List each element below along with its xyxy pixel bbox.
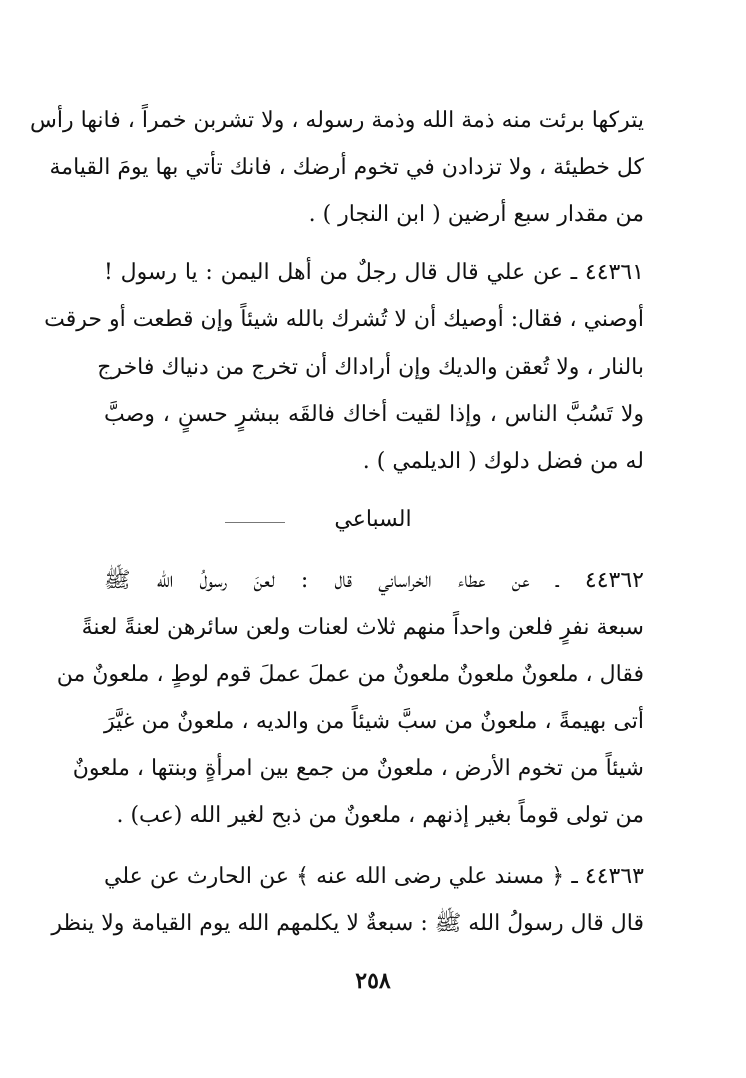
text-line: ٤٤٣٦٢ ـ عن عطاء الخراساني قال : لعنَ رسولُ الله ﷺ <box>104 568 644 593</box>
text-line: من تولى قوماً بغير إذنهم ، ملعونٌ من ذبح لغير الله (عب) . <box>116 803 644 828</box>
text-line: ٤٤٣٦١ ـ عن علي قال قال رجلٌ من أهل اليمن : يا رسول ! <box>104 260 644 285</box>
text-line: قال قال رسولُ الله ﷺ : سبعةٌ لا يكلمهم الله يوم القيامة ولا ينظر <box>51 911 644 936</box>
section-heading: السباعي <box>334 507 412 532</box>
text-line: كل خطيئة ، ولا تزدادن في تخوم أرضك ، فانك تأتي بها يومَ القيامة <box>49 155 644 180</box>
heading-divider <box>225 522 285 523</box>
text-line: بالنار ، ولا تُعقن والديك وإن أراداك أن تخرج من دنياك فاخرج <box>97 355 644 380</box>
text-line: ٤٤٣٦٣ ـ ﴿ مسند علي رضى الله عنه ﴾ عن الحارث عن علي <box>104 864 644 889</box>
text-line: أوصني ، فقال: أوصيك أن لا تُشرك بالله شيئاً وإن قطعت أو حرقت <box>44 307 644 332</box>
text-line: فقال ، ملعونٌ ملعونٌ ملعونٌ من عملَ عملَ قوم لوطٍ ، ملعونٌ من <box>56 662 644 687</box>
text-line: له من فضل دلوك ( الديلمي ) . <box>362 449 644 474</box>
text-line: ولا تَسُبَّ الناس ، وإذا لقيت أخاك فالقَه ببشرٍ حسنٍ ، وصبَّ <box>104 402 644 427</box>
text-line: يتركها برئت منه ذمة الله وذمة رسوله ، ولا تشربن خمراً ، فانها رأس <box>29 108 644 133</box>
text-line: من مقدار سبع أرضين ( ابن النجار ) . <box>308 202 644 227</box>
text-line: سبعة نفرٍ فلعن واحداً منهم ثلاث لعنات ولعن سائرهن لعنةً لعنةً <box>81 615 644 640</box>
text-line: شيئاً من تخوم الأرض ، ملعونٌ من جمع بين امرأةٍ وبنتها ، ملعونٌ <box>72 756 644 781</box>
page-number: ٢٥٨ <box>355 968 391 994</box>
text-line: أتى بهيمةً ، ملعونٌ من سبَّ شيئاً من والديه ، ملعونٌ من غيَّرَ <box>104 709 644 734</box>
